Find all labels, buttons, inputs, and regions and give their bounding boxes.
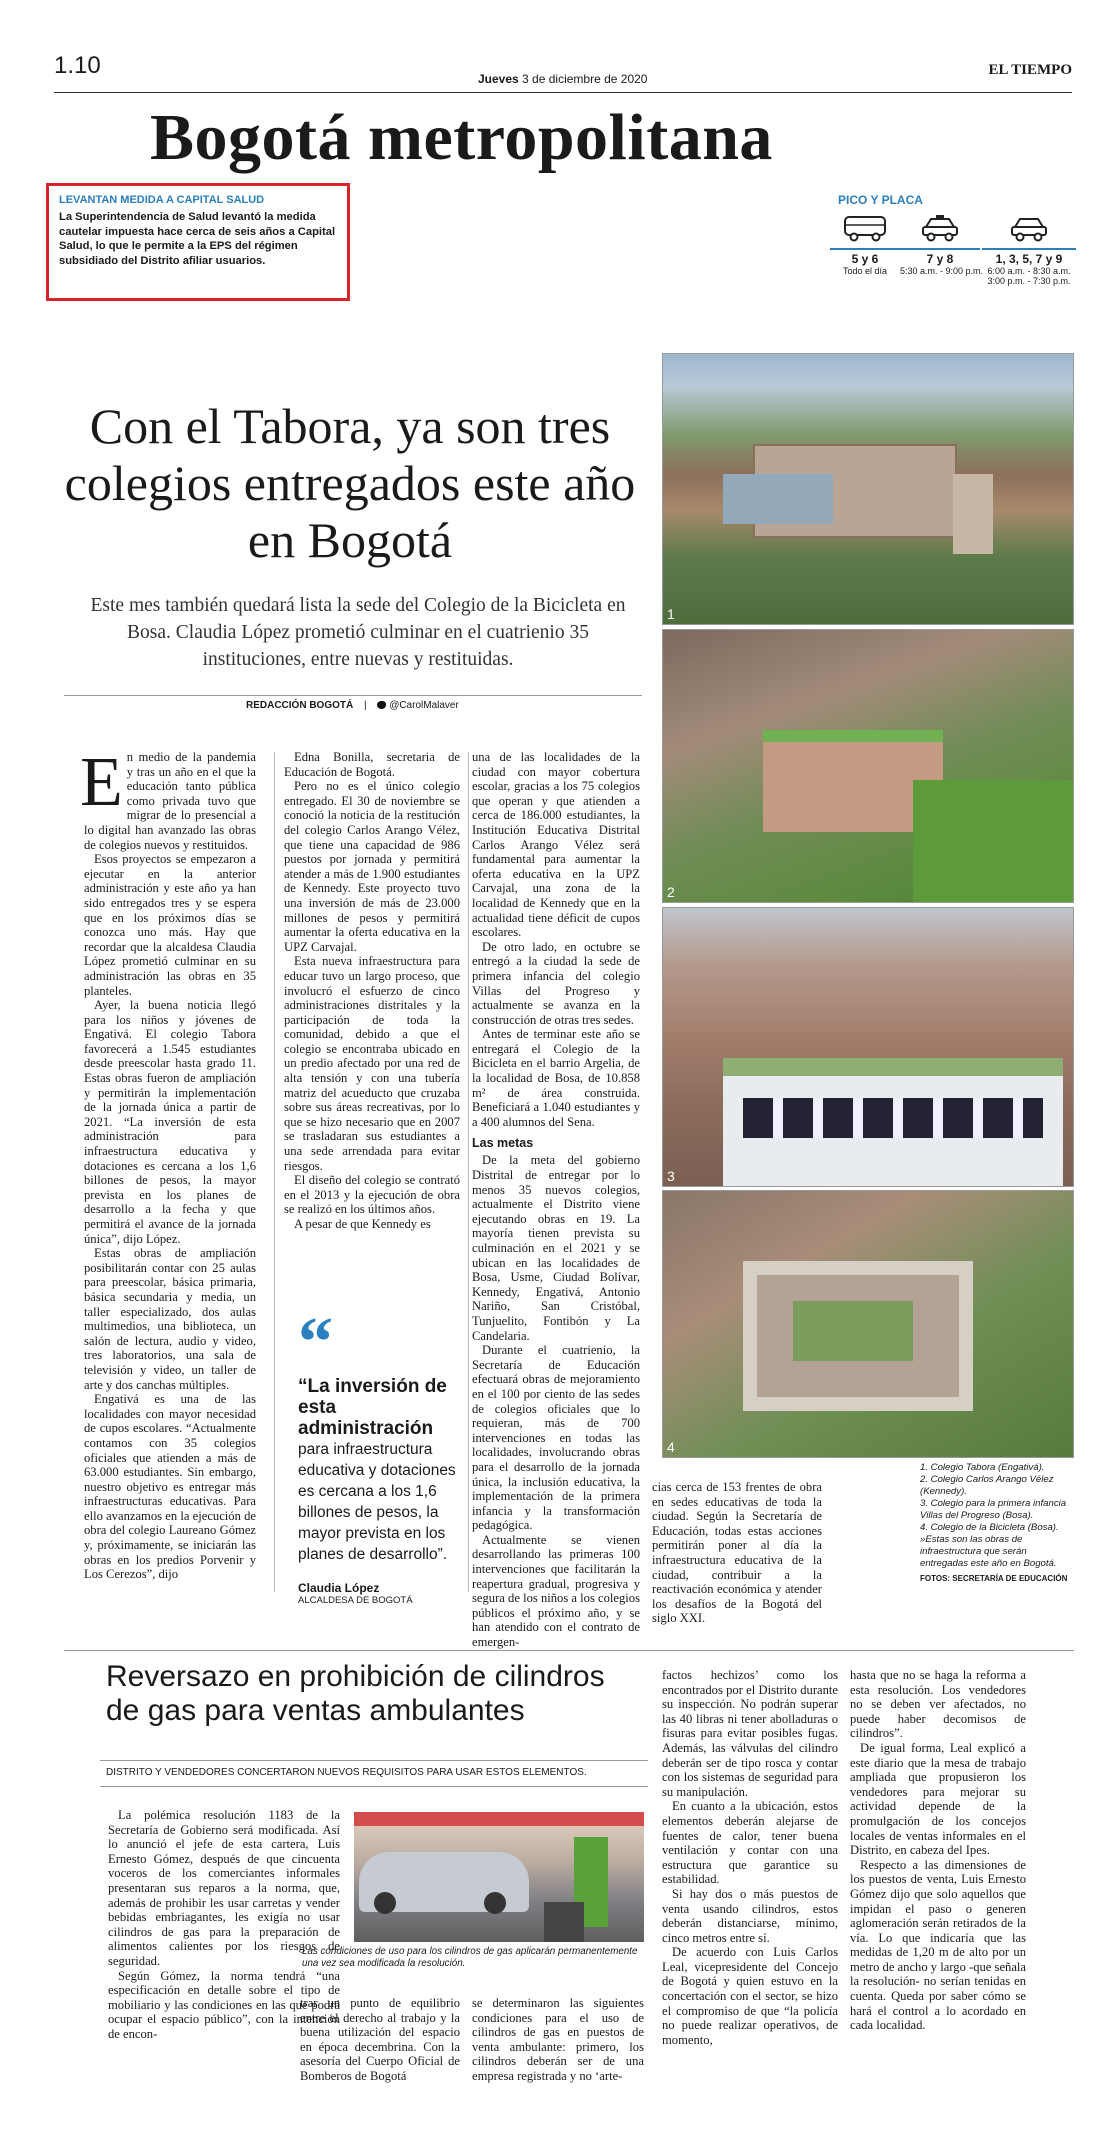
brief-box xyxy=(46,183,350,301)
byline-rule-3 xyxy=(100,1786,648,1787)
photo-captions xyxy=(920,1462,1072,1585)
quote-role: ALCALDESA DE BOGOTÁ xyxy=(298,1595,413,1606)
photo-vendor-cart xyxy=(354,1812,644,1942)
masthead-rule xyxy=(54,92,1072,93)
byline-twitter: @CarolMalaver xyxy=(389,700,459,711)
article1-byline: REDACCIÓN BOGOTÁ | @CarolMalaver xyxy=(246,700,459,711)
article1-col1-p5: Engativá es una de las localidades con mayor necesidad de cupos escolares. “Actualmente contamos con 35 colegios oficiales que atienden a más de 63.000 estudiantes. Sin embargo, nuestro objetivo es entregar más infraestructuras educativas. Para ello avanzamos en la ejecución de obra del colegio Laureano Gómez y, próximamente, se iniciarán las obras en los predios Porvenir y Los Cerezos”, dijo xyxy=(84,1392,256,1582)
col-divider xyxy=(274,752,275,1592)
photo-number-4: 4 xyxy=(667,1439,675,1455)
pico-placa-time-bus: Todo el día xyxy=(842,266,888,276)
article2-col2-p1: trar un punto de equilibrio entre el derecho al trabajo y la buena utilización del espacio en época decembrina. Con la asesoría del Cuerpo Oficial de Bomberos de Bogotá xyxy=(300,1996,460,2083)
article1-col3-p4: De la meta del gobierno Distrital de entregar por lo menos 35 nuevos colegios, actualmente el Distrito viene ejecutando obras en 19. La mayoría tienen prevista su culminación en el 2021 y se ubican en las localidades de Bosa, Usme, Ciudad Bolívar, Kennedy, Engativá, Antonio Nariño, San Cristóbal, Tunjuelito, Fontibón y La Candelaria. xyxy=(472,1153,640,1343)
article1-col3-p2: De otro lado, en octubre se entregó a la ciudad la sede de primera infancia del colegio Villas del Progreso y actualmente se avanza en la construcción de otras tres sedes. xyxy=(472,939,640,1027)
brief-text: La Superintendencia de Salud levantó la medida cautelar impuesta hace cerca de seis años a Capital Salud, lo que le permite a la EPS del régimen subsidiado del Distrito afiliar usuarios. xyxy=(59,211,336,267)
pico-placa-plates-car: 1, 3, 5, 7 y 9 xyxy=(982,248,1076,266)
photo-number-2: 2 xyxy=(667,884,675,900)
pico-placa-plates-taxi: 7 y 8 xyxy=(900,248,980,266)
article1-col1-p1: n medio de la pandemia y tras un año en el que la educación tanto pública como privada tuvo que migrar de lo presencial a lo digital han avanzado las obras de colegios nuevos y restituidos. xyxy=(84,750,256,852)
pico-placa-plates-bus: 5 y 6 xyxy=(830,248,900,266)
article2-byline: DISTRITO Y VENDEDORES CONCERTARON NUEVOS REQUISITOS PARA USAR ESTOS ELEMENTOS. xyxy=(106,1767,587,1778)
article1-col3-p1: una de las localidades de la ciudad con mayor cobertura escolar, gracias a los 75 colegios que operan y que atienden a cerca de 186.000 estudiantes, la Institución Educativa Distrital Carlos Arango Vélez será fundamental para aumentar la oferta educativa en la UPZ Carvajal, una zona de la localidad de Kennedy que en la actualidad tiene déficit de cupos escolares. xyxy=(472,750,640,940)
pico-placa-item-bus xyxy=(830,213,900,276)
photo-villas-del-progreso xyxy=(662,907,1074,1187)
quote-rest: para infraestructura educativa y dotaciones es cercana a los 1,6 billones de pesos, la mayor prevista en los planes de desarrollo”. xyxy=(298,1441,456,1563)
taxi-icon xyxy=(920,213,960,243)
article2-col5 xyxy=(850,1668,1026,2033)
pico-placa-time-car-1: 6:00 a.m. - 8:30 a.m. xyxy=(987,266,1071,276)
caption-1: 1. Colegio Tabora (Engativá). xyxy=(920,1462,1045,1473)
photo-credit: FOTOS: SECRETARÍA DE EDUCACIÓN xyxy=(920,1574,1068,1583)
article1-col2-p5: A pesar de que Kennedy es xyxy=(294,1217,431,1231)
quote-author: Claudia López xyxy=(298,1581,380,1595)
article2-col2 xyxy=(300,1996,460,2084)
article1-col3-p6: Actualmente se vienen desarrollando las primeras 100 intervenciones que facilitarán la reapertura gradual, progresiva y segura de los niños a los colegios públicos el próximo año, y se han atendido con el contrato de emergen- xyxy=(472,1532,640,1650)
date-rest: 3 de diciembre de 2020 xyxy=(522,72,648,86)
byline-rule xyxy=(64,695,642,696)
photo-vendor-caption: Las condiciones de uso para los cilindros de gas aplicarán permanentemente una vez sea modificada la resolución. xyxy=(302,1946,638,1969)
page-date xyxy=(478,72,647,86)
article2-col4-p4: De acuerdo con Luis Carlos Leal, vicepresidente del Concejo de Bogotá y quien estuvo en la concertación con el sector, se hizo el compromiso de que “la policía no puede realizar operativos, de momento, xyxy=(662,1945,838,2047)
pico-placa-time-taxi: 5:30 a.m. - 9:00 p.m. xyxy=(900,266,984,276)
bus-icon xyxy=(842,213,888,243)
pico-placa-item-car xyxy=(982,213,1076,286)
article1-col3 xyxy=(472,750,640,1650)
brief-kicker: LEVANTAN MEDIDA A CAPITAL SALUD xyxy=(59,194,265,206)
byline-author: REDACCIÓN BOGOTÁ xyxy=(246,700,354,711)
article1-col3-p3: Antes de terminar este año se entregará el Colegio de la Bicicleta en el barrio Argelia, de la localidad de Bosa, de 10.858 m² de área construida. Beneficiará a 1.040 estudiantes y a 400 alumnos del Sena. xyxy=(472,1027,640,1129)
car-icon xyxy=(1009,213,1049,243)
dropcap: E xyxy=(80,744,123,821)
quote-bold: “La inversión de esta administración xyxy=(298,1376,447,1439)
article1-col2-p1: Edna Bonilla, secretaria de Educación de Bogotá. xyxy=(284,750,460,779)
article2-col5-p3: Respecto a las dimensiones de los puestos de venta, Luis Ernesto Gómez dijo que solo aquellos que impidan el paso o generen aglomeración serán retirados de la vía. Lo que indicaría que las medidas de 1,20 m de alto por un metro de ancho y largo -que señala la resolución- no serían tenidas en cuenta. Queda por saber cómo se hará el control a lo acordado en cada localidad. xyxy=(850,1857,1027,2033)
photo-colegio-tabora xyxy=(662,353,1074,625)
section-title: Bogotá metropolitana xyxy=(150,101,773,174)
article1-col1-p4: Estas obras de ampliación posibilitarán contar con 25 aulas para preescolar, básica primaria, básica secundaria y media, un taller especializado, dos aulas multimedios, una biblioteca, un salón de lectura, audio y video, tres laboratorios, una sala de televisión y video, un taller de arte y dos canchas múltiples. xyxy=(84,1246,256,1392)
article2-col4-p1: factos hechizos’ como los encontrados por el Distrito durante su inspección. No podrán superar las 40 libras ni tener abolladuras o fisuras para evitar posibles fugas. Además, las válvulas del cilindro deberán ser de tipo rosca y contar con los sistemas de seguridad para su manipulación. xyxy=(662,1668,838,1799)
quote-mark-icon: “ xyxy=(298,1304,333,1381)
article1-col1-p3: Ayer, la buena noticia llegó para los niños y jóvenes de Engativá. El colegio Tabora favorecerá a 1.545 estudiantes desde preescolar hasta grado 11. Estas obras fueron de ampliación y permitirán la implementación de la jornada única a partir de 2021. “La inversión de esta administración para infraestructura educativa y dotaciones es cercana a los 1,6 billones de pesos, la mayor prevista en los planes de desarrollo a la fecha y que permitirá el avance de la jornada única”, dijo López. xyxy=(84,998,256,1246)
photo-colegio-bicicleta xyxy=(662,1190,1074,1458)
article2-col4-p3: Si hay dos o más puestos de venta usando cilindros, estos deberán distanciarse, mínimo, cinco metros entre sí. xyxy=(662,1886,838,1945)
article2-headline-line2: de gas para ventas ambulantes xyxy=(106,1694,525,1727)
byline-rule-2 xyxy=(100,1760,648,1761)
article1-col2 xyxy=(284,750,460,1232)
article2-col4 xyxy=(662,1668,838,2047)
article1-col1-p2: Esos proyectos se empezaron a ejecutar en la anterior administración y este año ya han sido entregados tres y se espera que en los próximos días se conozca uno más. Hay que recordar que la alcaldesa Claudia López prometió culminar en su administración las obras en 35 planteles. xyxy=(84,852,256,998)
article1-col3-p5: Durante el cuatrienio, la Secretaría de Educación efectuará obras de mejoramiento en el 100 por ciento de las sedes de colegios oficiales que lo requieran, más de 700 intervenciones en todas las localidades, involucrando obras para el desarrollo de la jornada única, la inclusión educativa, la implementación de la primera infancia y la transformación pedagógica. xyxy=(472,1343,640,1533)
caption-2: 2. Colegio Carlos Arango Vélez (Kennedy). xyxy=(920,1474,1054,1497)
article1-col1 xyxy=(80,744,256,1582)
article2-col3 xyxy=(472,1996,644,2084)
brand-logo: EL TIEMPO xyxy=(988,62,1072,78)
caption-3: 3. Colegio para la primera infancia Villas del Progreso (Bosa). xyxy=(920,1498,1067,1521)
pico-placa-title: PICO Y PLACA xyxy=(838,193,923,207)
article2-col4-p2: En cuanto a la ubicación, estos elementos deberán alejarse de fuentes de calor, tener buena ventilación y contar con una estructura que garantice su estabilidad. xyxy=(662,1799,838,1887)
article2-headline-line1: Reversazo en prohibición de cilindros xyxy=(106,1660,605,1693)
photo-colegio-carlos-arango xyxy=(662,629,1074,903)
article1-col2-p2: Pero no es el único colegio entregado. El 30 de noviembre se conoció la noticia de la restitución del colegio Carlos Arango Vélez, que tiene una capacidad de 986 puestos por jornada y permitirá atender a más de 1.900 estudiantes de Kennedy. Este proyecto tuvo una inversión de más de 23.000 millones de pesos y permitirá aumentar la oferta educativa en la UPZ Carvajal. xyxy=(284,779,460,954)
article1-col4 xyxy=(652,1480,822,1626)
photo-number-3: 3 xyxy=(667,1168,675,1184)
photo-number-1: 1 xyxy=(667,606,675,622)
pico-placa-time-car-2: 3:00 p.m. - 7:30 p.m. xyxy=(987,276,1071,286)
article1-dek: Este mes también quedará lista la sede del Colegio de la Bicicleta en Bosa. Claudia López prometió culminar en el cuatrienio 35 instituciones, entre nuevas y restituidas. xyxy=(90,595,626,670)
article1-subhead: Las metas xyxy=(472,1136,534,1151)
page-number: 1.10 xyxy=(54,52,101,79)
article2-col3-p1: se determinaron las siguientes condiciones para el uso de cilindros de gas en puestos de venta ambulante: primero, los cilindros deberán ser de una empresa registrada y no ‘arte- xyxy=(472,1996,644,2083)
caption-4: 4. Colegio de la Bicicleta (Bosa). »Estas son las obras de infraestructura que serán entregadas este año en Bogotá. xyxy=(920,1522,1059,1569)
article2-col1-p1: La polémica resolución 1183 de la Secretaría de Gobierno será modificada. Así lo anunció el jefe de esta cartera, Luis Ernesto Gómez, después de que cincuenta voceros de los comerciantes informales presentaran sus reparos a la norma, que, además de prohibir les usar carretas y vender bebidas embriagantes, les exigía no usar cilindros de gas para la preparación de alimentos calientes por los riesgos de seguridad. xyxy=(108,1808,340,1968)
col-divider xyxy=(468,752,469,1592)
article2-col5-p1: hasta que no se haga la reforma a esta resolución. Los vendedores no se deben ver afectados, no puede haber decomisos de cilindros”. xyxy=(850,1668,1026,1741)
article1-col2-p3: Esta nueva infraestructura para educar tuvo un largo proceso, que involucró el esfuerzo de cinco administraciones distritales y la participación de toda la comunidad, debido a que el colegio se encontraba ubicado en un predio afectado por una red de alta tensión y con una tubería matriz del acueducto que cruzaba sobre sus áreas recreativas, por lo que se hizo necesario que en 2007 se trasladaran sus estudiantes a una sede arrendada para evitar riesgos. xyxy=(284,954,460,1173)
article1-col4-p1: cias cerca de 153 frentes de obra en sedes educativas de toda la ciudad. Según la Secretaría de Educación, todas estas acciones permitirán poner al día la infraestructura educativa de la ciudad, contribuir a la reactivación económica y atender los desafíos de la Bogotá del siglo XXI. xyxy=(652,1480,822,1626)
date-weekday: Jueves xyxy=(478,72,519,86)
article2-col5-p2: De igual forma, Leal explicó a este diario que la mesa de trabajo ampliada que propusieron los vendedores para mejorar su actividad depende de la promulgación de los concejos locales de ventas informales en el Distrito, en cabeza del Ipes. xyxy=(850,1740,1026,1858)
section-rule xyxy=(64,1650,1074,1651)
article2-col1-p2: Según Gómez, la norma tendrá “una especificación en detalle sobre el tipo de mobiliario y las condiciones en las que podrá ocupar el espacio público”, con la intención de encon- xyxy=(108,1968,340,2041)
article2-headline xyxy=(106,1660,666,1728)
pico-placa-item-taxi xyxy=(900,213,984,276)
twitter-icon xyxy=(377,701,386,709)
pull-quote xyxy=(298,1304,456,1606)
article1-col2-p4: El diseño del colegio se contrató en el 2013 y la ejecución de obra se realizó en los últimos años. xyxy=(284,1173,460,1217)
article1-headline: Con el Tabora, ya son tres colegios entregados este año en Bogotá xyxy=(64,398,636,568)
